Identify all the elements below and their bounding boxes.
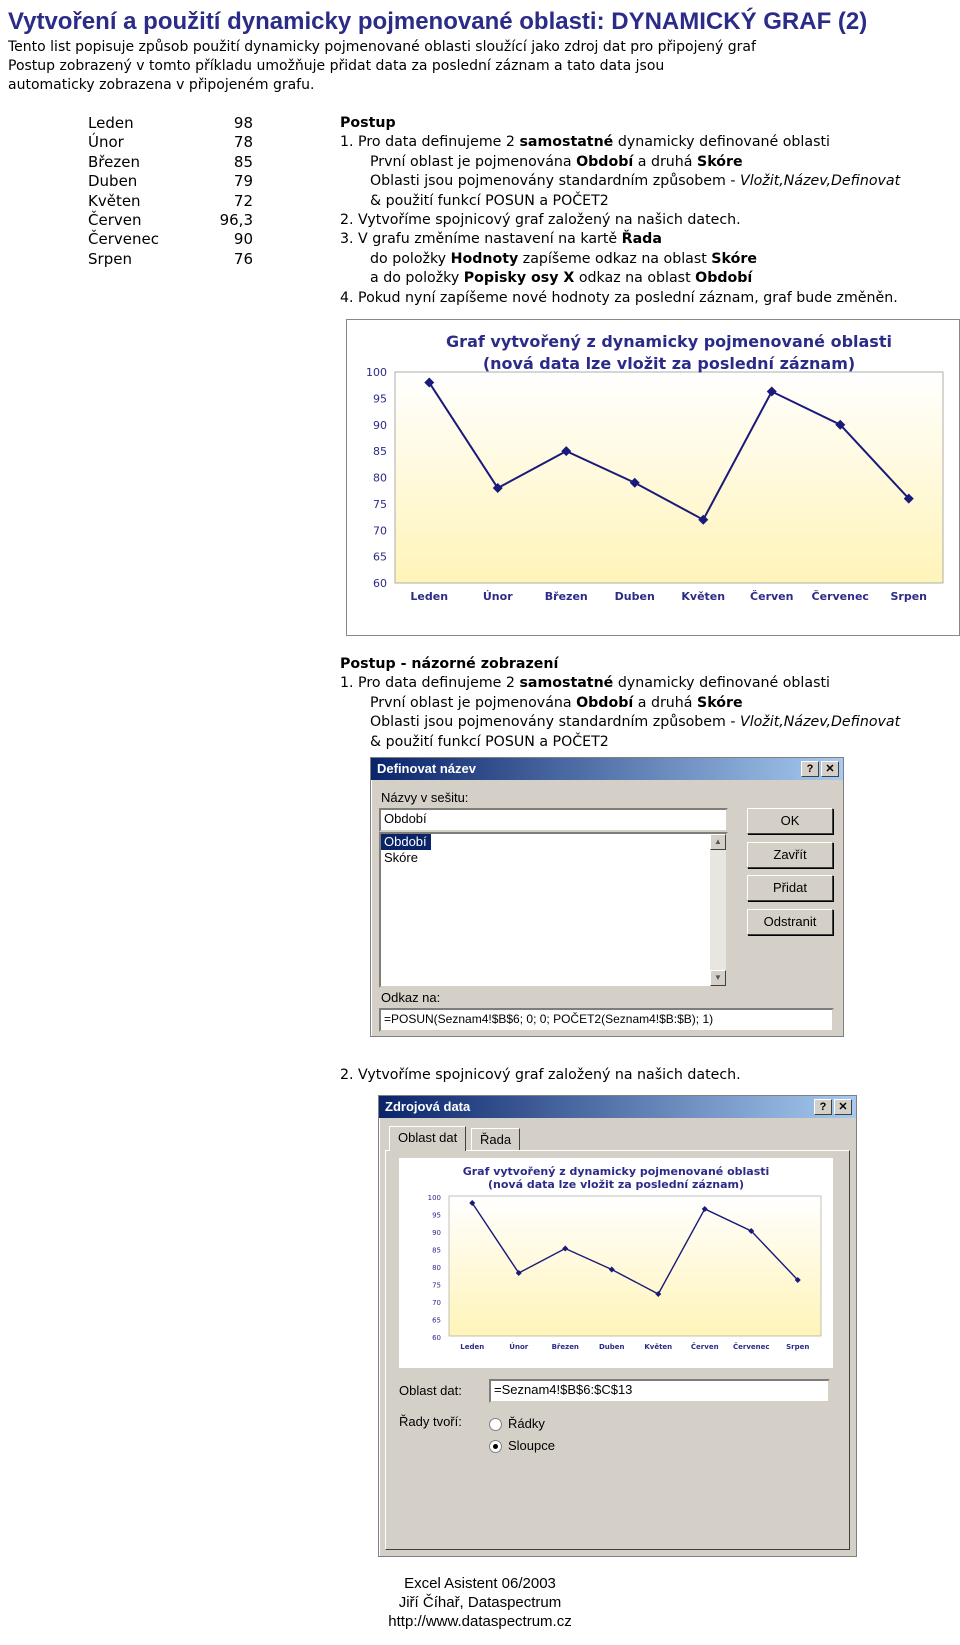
- x-tick-label: Červen: [750, 590, 794, 603]
- y-tick-label: 95: [432, 1211, 441, 1220]
- chart-svg: [347, 320, 959, 635]
- y-tick-label: 90: [432, 1229, 441, 1237]
- dialog-titlebar: [379, 1096, 856, 1118]
- y-tick-label: 85: [432, 1246, 441, 1255]
- y-tick-label: 95: [373, 392, 387, 406]
- columns-radio[interactable]: [489, 1440, 502, 1453]
- visual-step-1: 1. Pro data definujeme 2 samostatné dynamicky definované oblasti: [340, 675, 830, 692]
- x-tick-label: Srpen: [890, 590, 928, 603]
- month-cell: Srpen: [88, 249, 132, 268]
- table-row[interactable]: [88, 230, 253, 249]
- step-1-detail: & použití funkcí POSUN a POČET2: [370, 192, 609, 209]
- add-button[interactable]: Přidat: [747, 875, 833, 901]
- step-3-detail: a do položky Popisky osy X odkaz na oblast Období: [370, 270, 753, 287]
- visual-step-1-detail: & použití funkcí POSUN a POČET2: [370, 733, 609, 750]
- y-tick-label: 80: [432, 1264, 441, 1272]
- table-row[interactable]: [88, 153, 253, 172]
- y-tick-label: 70: [373, 524, 387, 538]
- y-tick-label: 60: [432, 1334, 441, 1342]
- value-cell: 79: [233, 172, 253, 191]
- mini-chart-svg: [399, 1158, 833, 1368]
- table-row[interactable]: [88, 114, 253, 133]
- mini-plot-area: [449, 1196, 821, 1336]
- plot-area: [395, 372, 943, 583]
- x-tick-label: Duben: [598, 1343, 625, 1351]
- visual-steps: [340, 655, 900, 752]
- y-tick-label: 65: [373, 550, 387, 564]
- x-tick-label: Březen: [551, 1343, 579, 1351]
- visual-step-2: 2. Vytvoříme spojnicový graf založený na našich datech.: [340, 1067, 741, 1083]
- step-1-detail: Oblasti jsou pojmenovány standardním způsobem - Vložit,Název,Definovat: [370, 173, 901, 190]
- month-cell: Květen: [88, 191, 141, 210]
- mini-chart-title: Graf vytvořený z dynamicky pojmenované oblasti: [462, 1165, 770, 1178]
- y-tick-label: 80: [373, 471, 387, 485]
- y-tick-label: 70: [432, 1299, 441, 1307]
- close-dialog-button[interactable]: Zavřít: [747, 842, 833, 868]
- value-cell: 90: [233, 230, 253, 249]
- footer-line[interactable]: http://www.dataspectrum.cz: [388, 1613, 572, 1630]
- line-chart[interactable]: [346, 319, 960, 636]
- x-tick-label: Květen: [681, 590, 726, 603]
- y-tick-label: 65: [432, 1316, 441, 1325]
- value-cell: 85: [233, 152, 253, 171]
- visual-step-1-detail: Oblasti jsou pojmenovány standardním způsobem - Vložit,Název,Definovat: [370, 714, 901, 731]
- y-tick-label: 60: [373, 577, 387, 590]
- x-tick-label: Červen: [690, 1343, 719, 1351]
- month-cell: Červenec: [88, 230, 159, 249]
- intro-line: Postup zobrazený v tomto příkladu umožňuje přidat data za poslední záznam a tato data jsou: [8, 58, 665, 74]
- month-cell: Únor: [88, 133, 124, 152]
- step-2: 2. Vytvoříme spojnicový graf založený na našich datech.: [340, 211, 741, 228]
- tab-series[interactable]: Řada: [471, 1128, 520, 1151]
- x-tick-label: Duben: [614, 590, 655, 603]
- x-tick-label: Únor: [482, 590, 513, 603]
- y-tick-label: 85: [373, 445, 387, 459]
- step-3: 3. V grafu změníme nastavení na kartě Řada: [340, 231, 662, 248]
- intro-text: [8, 38, 828, 95]
- table-row[interactable]: [88, 192, 253, 211]
- scrollbar[interactable]: [710, 834, 726, 986]
- intro-line: Tento list popisuje způsob použití dynamicky pojmenované oblasti sloužící jako zdroj dat pro připojený graf: [8, 39, 756, 55]
- step-3-detail: do položky Hodnoty zapíšeme odkaz na oblast Skóre: [370, 250, 757, 267]
- source-data-dialog: [378, 1095, 857, 1557]
- scroll-down-icon[interactable]: ▼: [710, 970, 726, 986]
- steps-heading: Postup: [340, 115, 396, 131]
- close-button[interactable]: ✕: [821, 761, 839, 777]
- x-tick-label: Leden: [410, 590, 449, 603]
- intro-line: automaticky zobrazena v připojeném grafu.: [8, 77, 315, 93]
- names-label: Názvy v sešitu:: [381, 790, 469, 805]
- step-1: 1. Pro data definujeme 2 samostatné dynamicky definované oblasti: [340, 134, 830, 151]
- series-label: Řady tvoří:: [399, 1414, 462, 1429]
- value-cell: 98: [233, 114, 253, 132]
- x-tick-label: Červenec: [732, 1343, 770, 1351]
- month-cell: Duben: [88, 172, 138, 191]
- value-cell: 72: [233, 191, 253, 210]
- x-tick-label: Červenec: [811, 590, 869, 603]
- chart-subtitle: (nová data lze vložit za poslední záznam): [482, 354, 856, 373]
- define-name-dialog: [370, 757, 844, 1037]
- help-button[interactable]: ?: [814, 1099, 832, 1115]
- radio-dot: [493, 1444, 498, 1449]
- y-tick-label: 100: [427, 1194, 441, 1202]
- footer: [0, 1574, 960, 1631]
- chart-title: Graf vytvořený z dynamicky pojmenované oblasti: [446, 332, 892, 351]
- page-title: Vytvoření a použití dynamicky pojmenované oblasti: DYNAMICKÝ GRAF (2): [8, 8, 868, 35]
- name-input[interactable]: Období: [379, 808, 728, 832]
- dialog-title: Definovat název: [377, 761, 476, 776]
- step-1-detail: První oblast je pojmenována Období a druhá Skóre: [370, 153, 743, 170]
- y-tick-label: 75: [373, 497, 387, 511]
- range-input[interactable]: =Seznam4!$B$6:$C$13: [489, 1379, 830, 1403]
- data-table: [88, 114, 253, 269]
- footer-line: Excel Asistent 06/2003: [404, 1575, 556, 1592]
- list-item[interactable]: Období: [381, 834, 431, 850]
- step-4: 4. Pokud nyní zapíšeme nové hodnoty za poslední záznam, graf bude změněn.: [340, 289, 898, 306]
- value-cell: 76: [233, 249, 253, 268]
- x-tick-label: Únor: [509, 1343, 529, 1351]
- month-cell: Březen: [88, 152, 140, 171]
- y-tick-label: 100: [366, 366, 387, 379]
- table-row[interactable]: [88, 250, 253, 269]
- value-cell: 96,3: [219, 210, 253, 229]
- value-cell: 78: [233, 133, 253, 152]
- dialog-titlebar: [371, 758, 843, 780]
- table-row[interactable]: [88, 133, 253, 152]
- help-button[interactable]: ?: [801, 761, 819, 777]
- table-row[interactable]: [88, 172, 253, 191]
- rows-option-label: Řádky: [508, 1416, 545, 1431]
- y-tick-label: 90: [373, 418, 387, 432]
- rows-radio[interactable]: [489, 1418, 502, 1431]
- reference-label: Odkaz na:: [381, 990, 441, 1005]
- x-tick-label: Leden: [460, 1343, 485, 1351]
- reference-input[interactable]: =POSUN(Seznam4!$B$6; 0; 0; POČET2(Seznam4!$B:$B); 1): [379, 1008, 834, 1032]
- columns-option-label: Sloupce: [508, 1438, 555, 1453]
- visual-heading: Postup - názorné zobrazení: [340, 656, 559, 672]
- tab-data-range[interactable]: Oblast dat: [389, 1126, 466, 1151]
- x-tick-label: Květen: [644, 1343, 673, 1351]
- remove-button[interactable]: Odstranit: [747, 909, 833, 935]
- dialog-title: Zdrojová data: [385, 1099, 471, 1114]
- list-item[interactable]: Skóre: [384, 850, 418, 865]
- ok-button[interactable]: OK: [747, 808, 833, 834]
- mini-chart-subtitle: (nová data lze vložit za poslední záznam): [487, 1178, 745, 1191]
- close-button[interactable]: ✕: [834, 1099, 852, 1115]
- month-cell: Leden: [88, 114, 134, 132]
- x-tick-label: Březen: [544, 590, 588, 603]
- visual-step-1-detail: První oblast je pojmenována Období a druhá Skóre: [370, 694, 743, 711]
- chart-preview: [399, 1158, 833, 1368]
- month-cell: Červen: [88, 210, 142, 229]
- steps-text: [340, 114, 900, 308]
- scroll-up-icon[interactable]: ▲: [710, 834, 726, 850]
- x-tick-label: Srpen: [786, 1343, 810, 1351]
- footer-line: Jiří Číhař, Dataspectrum: [398, 1594, 562, 1611]
- range-label: Oblast dat:: [399, 1383, 462, 1398]
- names-list[interactable]: [379, 832, 728, 988]
- table-row[interactable]: [88, 211, 253, 230]
- y-tick-label: 75: [432, 1281, 441, 1290]
